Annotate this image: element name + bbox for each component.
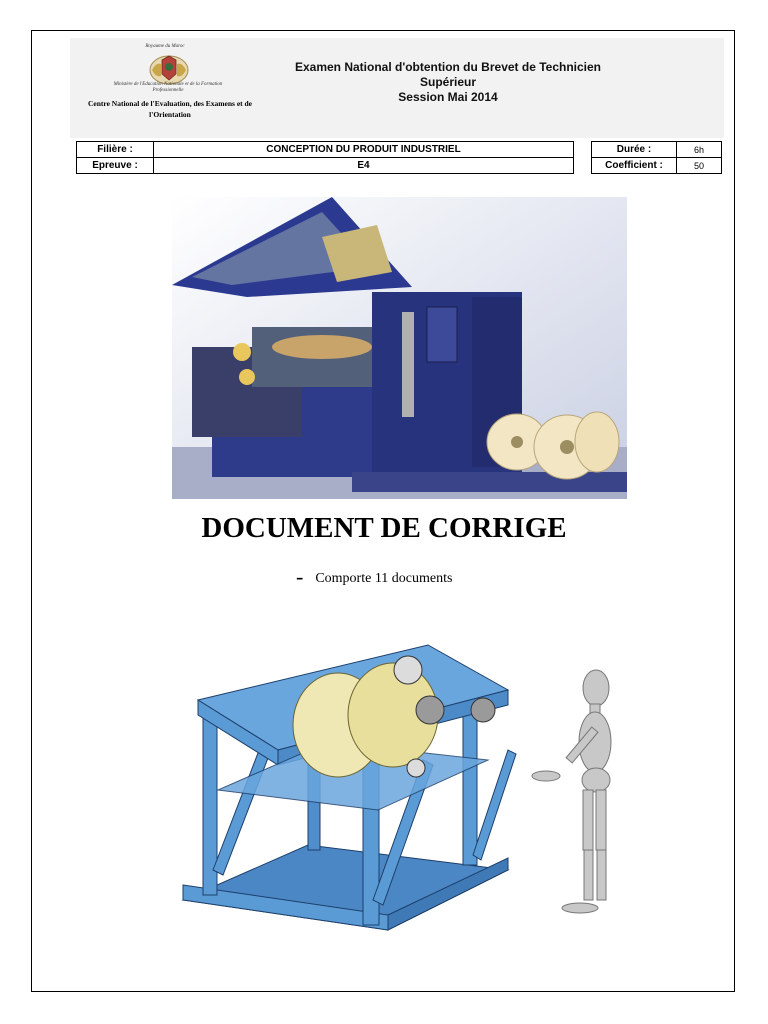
table-row [592, 158, 722, 174]
bullet-dash: - [296, 564, 304, 589]
duree-value: 6h [677, 142, 722, 158]
exam-title-line2: Supérieur [419, 75, 476, 89]
spool-icon [487, 412, 619, 479]
coefficient-value: 50 [677, 158, 722, 174]
epreuve-label: Epreuve : [77, 158, 154, 174]
exam-title [268, 60, 628, 105]
duration-table [591, 141, 722, 174]
machine-photo [172, 197, 627, 499]
bullet-text: Comporte 11 documents [315, 571, 453, 586]
filiere-label: Filière : [77, 142, 154, 158]
table-row [77, 158, 574, 174]
table-row [592, 142, 722, 158]
exam-title-line1: Examen National d'obtention du Brevet de Technicien [294, 60, 601, 74]
pulley-icon [394, 656, 422, 684]
duree-label: Durée : [592, 142, 677, 158]
centre-label: Centre National de l'Evaluation, des Examens et de l'Orientation [87, 99, 253, 119]
exam-info-table [76, 141, 574, 174]
table-row [77, 142, 574, 158]
kingdom-label: Royaume du Maroc [145, 44, 185, 49]
mannequin-icon [532, 670, 611, 913]
cad-drawing [178, 630, 628, 942]
ministry-label: Ministère de l'Education Nationale et de la Formation Professionnelle [113, 82, 223, 93]
document-title: DOCUMENT DE CORRIGE [201, 512, 567, 544]
bullet-line [296, 562, 452, 588]
coefficient-label: Coefficient : [592, 158, 677, 174]
coat-of-arms-icon [148, 52, 190, 86]
filiere-value: CONCEPTION DU PRODUIT INDUSTRIEL [154, 142, 574, 158]
epreuve-value: E4 [154, 158, 574, 174]
session-label: Session Mai 2014 [398, 90, 498, 104]
